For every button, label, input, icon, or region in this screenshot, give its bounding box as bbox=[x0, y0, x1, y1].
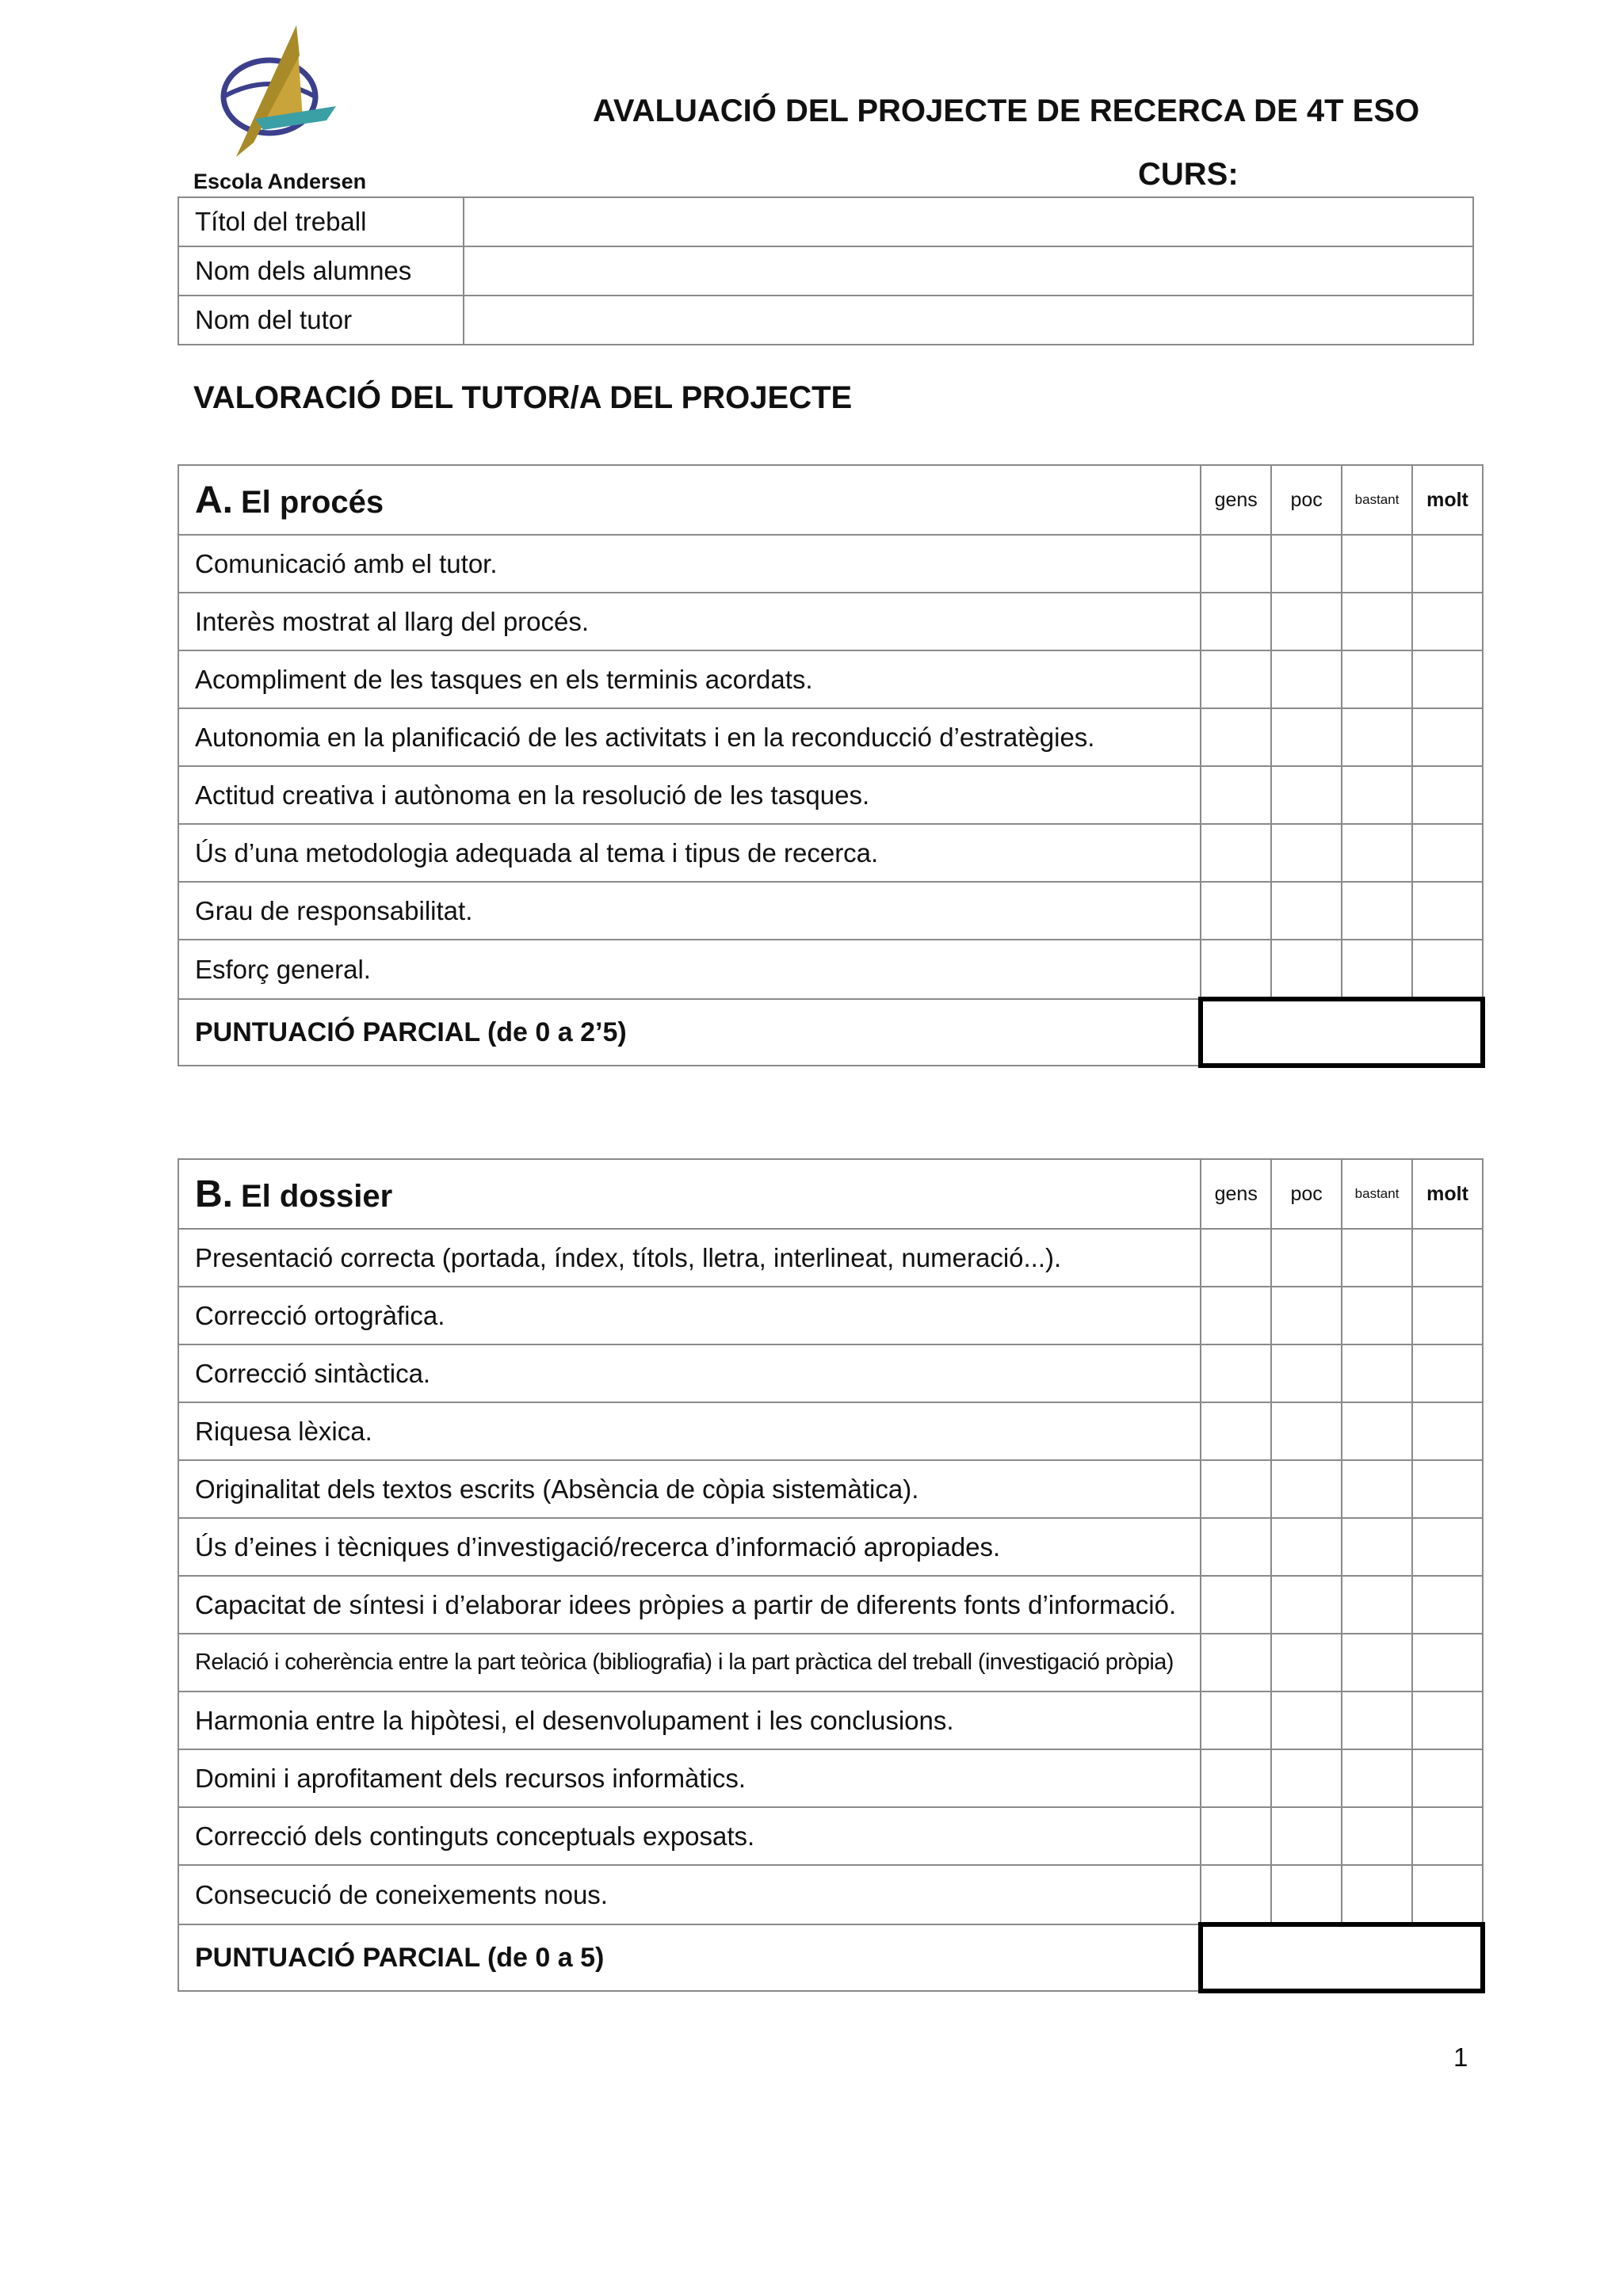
section-header-row bbox=[178, 1159, 1483, 1229]
scale-header-poc: poc bbox=[1271, 465, 1342, 535]
info-label: Nom dels alumnes bbox=[178, 246, 464, 296]
mark-cell[interactable] bbox=[1412, 1749, 1483, 1807]
mark-cell[interactable] bbox=[1201, 940, 1271, 999]
criterion-label: Ús d’eines i tècniques d’investigació/recerca d’informació apropiades. bbox=[178, 1518, 1201, 1576]
partial-score-label: PUNTUACIÓ PARCIAL (de 0 a 2’5) bbox=[178, 999, 1201, 1066]
course-label: CURS: bbox=[1138, 157, 1239, 192]
criterion-label: Originalitat dels textos escrits (Absència de còpia sistemàtica). bbox=[178, 1460, 1201, 1518]
mark-cell[interactable] bbox=[1271, 766, 1342, 824]
mark-cell[interactable] bbox=[1412, 535, 1483, 593]
section-letter: B. bbox=[195, 1173, 233, 1215]
scale-header-molt: molt bbox=[1412, 465, 1483, 535]
criterion-row bbox=[178, 824, 1483, 882]
mark-cell[interactable] bbox=[1271, 1229, 1342, 1287]
mark-cell[interactable] bbox=[1412, 1634, 1483, 1691]
mark-cell[interactable] bbox=[1412, 650, 1483, 708]
criterion-label: Capacitat de síntesi i d’elaborar idees pròpies a partir de diferents fonts d’informació. bbox=[178, 1576, 1201, 1634]
mark-cell[interactable] bbox=[1342, 1344, 1412, 1402]
criterion-label: Actitud creativa i autònoma en la resolució de les tasques. bbox=[178, 766, 1201, 824]
info-value-field[interactable] bbox=[464, 246, 1473, 296]
mark-cell[interactable] bbox=[1201, 650, 1271, 708]
criterion-row bbox=[178, 593, 1483, 650]
criterion-row bbox=[178, 1634, 1483, 1691]
mark-cell[interactable] bbox=[1271, 1865, 1342, 1924]
mark-cell[interactable] bbox=[1201, 882, 1271, 940]
mark-cell[interactable] bbox=[1342, 1576, 1412, 1634]
info-row-title bbox=[178, 197, 1473, 246]
mark-cell[interactable] bbox=[1271, 593, 1342, 650]
mark-cell[interactable] bbox=[1201, 1865, 1271, 1924]
scale-header-gens: gens bbox=[1201, 465, 1271, 535]
mark-cell[interactable] bbox=[1412, 708, 1483, 766]
criterion-label: Harmonia entre la hipòtesi, el desenvolupament i les conclusions. bbox=[178, 1691, 1201, 1749]
section-heading: VALORACIÓ DEL TUTOR/A DEL PROJECTE bbox=[193, 380, 853, 415]
mark-cell[interactable] bbox=[1412, 1402, 1483, 1460]
mark-cell[interactable] bbox=[1412, 1518, 1483, 1576]
school-name: Escola Andersen bbox=[193, 170, 367, 193]
mark-cell[interactable] bbox=[1342, 1807, 1412, 1865]
criterion-label: Grau de responsabilitat. bbox=[178, 882, 1201, 940]
section-title-text: El procés bbox=[241, 484, 384, 520]
info-value-field[interactable] bbox=[464, 197, 1473, 246]
info-value-field[interactable] bbox=[464, 296, 1473, 345]
criterion-row bbox=[178, 650, 1483, 708]
mark-cell[interactable] bbox=[1412, 1576, 1483, 1634]
criterion-row bbox=[178, 1691, 1483, 1749]
mark-cell[interactable] bbox=[1342, 1460, 1412, 1518]
scale-header-gens: gens bbox=[1201, 1159, 1271, 1229]
mark-cell[interactable] bbox=[1412, 766, 1483, 824]
criterion-row bbox=[178, 1402, 1483, 1460]
section-b-table bbox=[178, 1158, 1485, 1993]
criterion-label: Comunicació amb el tutor. bbox=[178, 535, 1201, 593]
mark-cell[interactable] bbox=[1342, 1865, 1412, 1924]
mark-cell[interactable] bbox=[1201, 1460, 1271, 1518]
mark-cell[interactable] bbox=[1201, 1576, 1271, 1634]
criterion-row bbox=[178, 1865, 1483, 1924]
mark-cell[interactable] bbox=[1412, 1691, 1483, 1749]
mark-cell[interactable] bbox=[1201, 824, 1271, 882]
mark-cell[interactable] bbox=[1271, 1460, 1342, 1518]
criterion-label: Riquesa lèxica. bbox=[178, 1402, 1201, 1460]
criterion-row bbox=[178, 766, 1483, 824]
school-logo bbox=[208, 24, 342, 166]
criterion-label: Correcció dels continguts conceptuals exposats. bbox=[178, 1807, 1201, 1865]
criterion-label: Correcció sintàctica. bbox=[178, 1344, 1201, 1402]
criterion-row bbox=[178, 535, 1483, 593]
mark-cell[interactable] bbox=[1342, 940, 1412, 999]
mark-cell[interactable] bbox=[1201, 1229, 1271, 1287]
mark-cell[interactable] bbox=[1201, 1807, 1271, 1865]
partial-score-field[interactable] bbox=[1201, 999, 1483, 1066]
section-title bbox=[178, 1159, 1201, 1229]
info-label: Nom del tutor bbox=[178, 296, 464, 345]
mark-cell[interactable] bbox=[1271, 824, 1342, 882]
criterion-label: Esforç general. bbox=[178, 940, 1201, 999]
criterion-row bbox=[178, 1807, 1483, 1865]
mark-cell[interactable] bbox=[1271, 1576, 1342, 1634]
mark-cell[interactable] bbox=[1271, 1344, 1342, 1402]
mark-cell[interactable] bbox=[1342, 535, 1412, 593]
mark-cell[interactable] bbox=[1342, 708, 1412, 766]
criterion-label: Acompliment de les tasques en els terminis acordats. bbox=[178, 650, 1201, 708]
criterion-row bbox=[178, 1749, 1483, 1807]
mark-cell[interactable] bbox=[1271, 708, 1342, 766]
criterion-label: Autonomia en la planificació de les activitats i en la reconducció d’estratègies. bbox=[178, 708, 1201, 766]
criterion-label: Ús d’una metodologia adequada al tema i tipus de recerca. bbox=[178, 824, 1201, 882]
criterion-row bbox=[178, 1576, 1483, 1634]
mark-cell[interactable] bbox=[1342, 1402, 1412, 1460]
mark-cell[interactable] bbox=[1342, 1518, 1412, 1576]
partial-score-label: PUNTUACIÓ PARCIAL (de 0 a 5) bbox=[178, 1924, 1201, 1991]
mark-cell[interactable] bbox=[1271, 650, 1342, 708]
mark-cell[interactable] bbox=[1271, 1402, 1342, 1460]
mark-cell[interactable] bbox=[1201, 1344, 1271, 1402]
info-row-students bbox=[178, 246, 1473, 296]
criterion-label: Interès mostrat al llarg del procés. bbox=[178, 593, 1201, 650]
scale-header-poc: poc bbox=[1271, 1159, 1342, 1229]
mark-cell[interactable] bbox=[1201, 1402, 1271, 1460]
mark-cell[interactable] bbox=[1342, 882, 1412, 940]
criterion-row bbox=[178, 1518, 1483, 1576]
section-title-text: El dossier bbox=[241, 1178, 393, 1214]
criterion-label: Consecució de coneixements nous. bbox=[178, 1865, 1201, 1924]
mark-cell[interactable] bbox=[1201, 1518, 1271, 1576]
mark-cell[interactable] bbox=[1412, 1865, 1483, 1924]
mark-cell[interactable] bbox=[1342, 1634, 1412, 1691]
partial-score-row bbox=[178, 1924, 1483, 1991]
section-title bbox=[178, 465, 1201, 535]
partial-score-row bbox=[178, 999, 1483, 1066]
mark-cell[interactable] bbox=[1271, 940, 1342, 999]
scale-header-bastant: bastant bbox=[1342, 1159, 1412, 1229]
mark-cell[interactable] bbox=[1271, 1807, 1342, 1865]
section-letter: A. bbox=[195, 479, 233, 521]
mark-cell[interactable] bbox=[1412, 882, 1483, 940]
mark-cell[interactable] bbox=[1271, 535, 1342, 593]
mark-cell[interactable] bbox=[1201, 535, 1271, 593]
mark-cell[interactable] bbox=[1412, 824, 1483, 882]
criterion-row bbox=[178, 882, 1483, 940]
partial-score-field[interactable] bbox=[1201, 1924, 1483, 1991]
mark-cell[interactable] bbox=[1271, 1287, 1342, 1344]
info-row-tutor bbox=[178, 296, 1473, 345]
criterion-row bbox=[178, 1460, 1483, 1518]
criterion-label: Presentació correcta (portada, índex, títols, lletra, interlineat, numeració...). bbox=[178, 1229, 1201, 1287]
mark-cell[interactable] bbox=[1271, 1691, 1342, 1749]
section-a-table bbox=[178, 464, 1485, 1068]
mark-cell[interactable] bbox=[1342, 593, 1412, 650]
mark-cell[interactable] bbox=[1412, 593, 1483, 650]
criterion-label: Correcció ortogràfica. bbox=[178, 1287, 1201, 1344]
criterion-label: Relació i coherència entre la part teòrica (bibliografia) i la part pràctica del treball (investigació pròpia) bbox=[178, 1634, 1201, 1691]
mark-cell[interactable] bbox=[1342, 1287, 1412, 1344]
mark-cell[interactable] bbox=[1412, 940, 1483, 999]
mark-cell[interactable] bbox=[1201, 1749, 1271, 1807]
mark-cell[interactable] bbox=[1271, 882, 1342, 940]
mark-cell[interactable] bbox=[1201, 1691, 1271, 1749]
mark-cell[interactable] bbox=[1342, 650, 1412, 708]
criterion-row bbox=[178, 1229, 1483, 1287]
mark-cell[interactable] bbox=[1271, 1518, 1342, 1576]
mark-cell[interactable] bbox=[1342, 824, 1412, 882]
mark-cell[interactable] bbox=[1412, 1287, 1483, 1344]
document-title: AVALUACIÓ DEL PROJECTE DE RECERCA DE 4T ESO bbox=[593, 93, 1420, 128]
mark-cell[interactable] bbox=[1342, 1229, 1412, 1287]
mark-cell[interactable] bbox=[1201, 593, 1271, 650]
mark-cell[interactable] bbox=[1201, 766, 1271, 824]
mark-cell[interactable] bbox=[1342, 1749, 1412, 1807]
mark-cell[interactable] bbox=[1412, 1229, 1483, 1287]
scale-header-bastant: bastant bbox=[1342, 465, 1412, 535]
mark-cell[interactable] bbox=[1201, 708, 1271, 766]
mark-cell[interactable] bbox=[1412, 1344, 1483, 1402]
mark-cell[interactable] bbox=[1201, 1287, 1271, 1344]
mark-cell[interactable] bbox=[1201, 1634, 1271, 1691]
criterion-label: Domini i aprofitament dels recursos informàtics. bbox=[178, 1749, 1201, 1807]
project-info-table bbox=[178, 196, 1474, 345]
criterion-row bbox=[178, 1287, 1483, 1344]
criterion-row bbox=[178, 940, 1483, 999]
mark-cell[interactable] bbox=[1412, 1807, 1483, 1865]
info-label: Títol del treball bbox=[178, 197, 464, 246]
mark-cell[interactable] bbox=[1271, 1634, 1342, 1691]
mark-cell[interactable] bbox=[1412, 1460, 1483, 1518]
scale-header-molt: molt bbox=[1412, 1159, 1483, 1229]
mark-cell[interactable] bbox=[1342, 1691, 1412, 1749]
criterion-row bbox=[178, 1344, 1483, 1402]
page-number: 1 bbox=[1453, 2042, 1468, 2072]
mark-cell[interactable] bbox=[1342, 766, 1412, 824]
criterion-row bbox=[178, 708, 1483, 766]
section-header-row bbox=[178, 465, 1483, 535]
mark-cell[interactable] bbox=[1271, 1749, 1342, 1807]
